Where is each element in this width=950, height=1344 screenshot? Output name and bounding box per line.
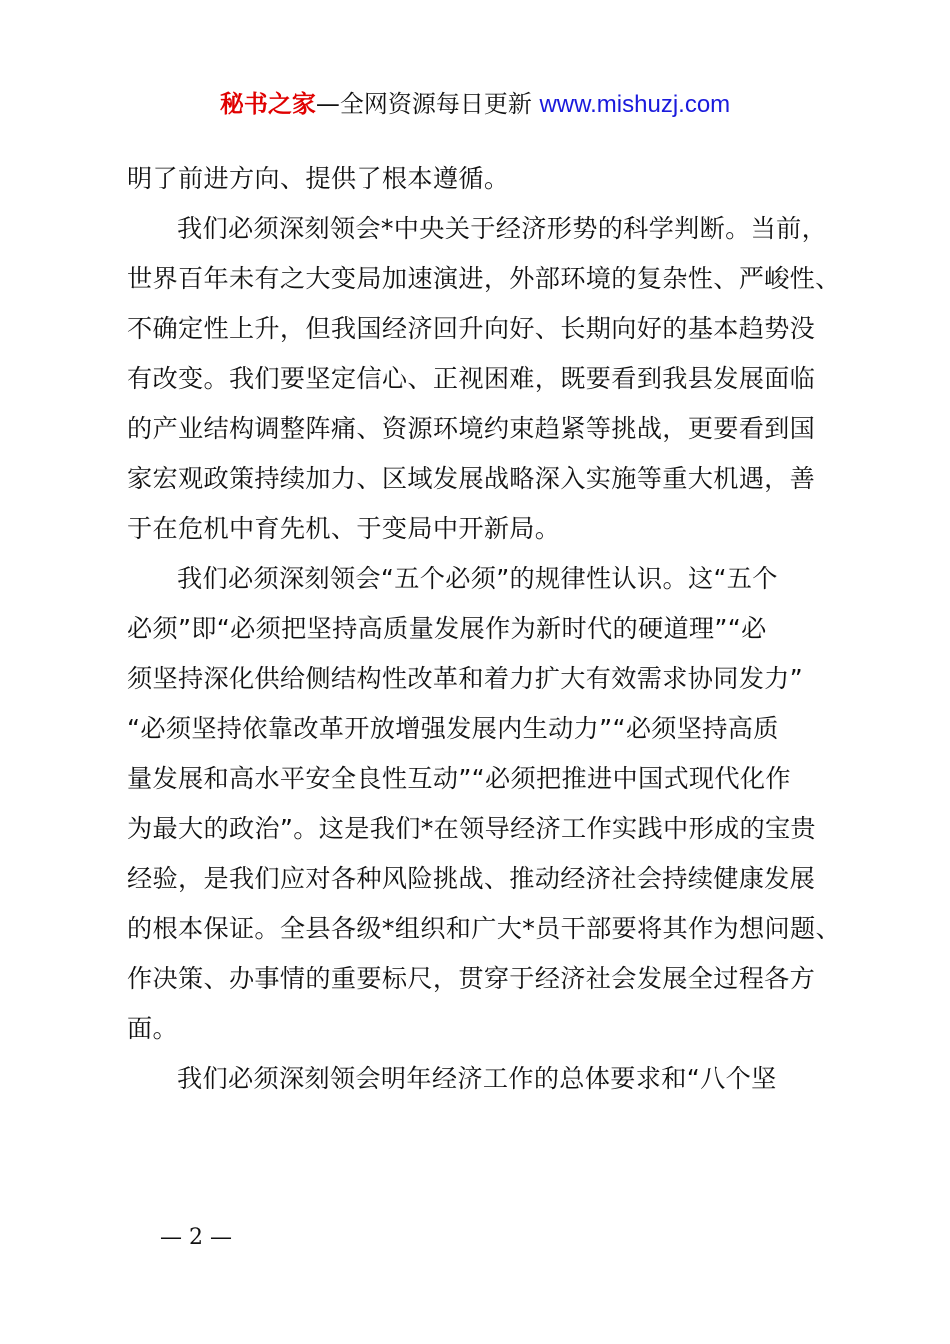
paragraph-continuation — [127, 154, 833, 204]
text-line: 必须”即“必须把坚持高质量发展作为新时代的硬道理”“必 — [127, 614, 767, 643]
text-line: 于在危机中育先机、于变局中开新局。 — [127, 514, 561, 543]
text-line: 家宏观政策持续加力、区域发展战略深入实施等重大机遇，善 — [127, 464, 816, 493]
site-tagline: —全网资源每日更新 — [315, 90, 532, 118]
text-line: 世界百年未有之大变局加速演进，外部环境的复杂性、严峻性、 — [127, 264, 841, 293]
text-line: 我们必须深刻领会明年经济工作的总体要求和“八个坚 — [177, 1064, 777, 1093]
text-line: 面。 — [127, 1014, 178, 1043]
text-line: “必须坚持依靠改革开放增强发展内生动力”“必须坚持高质 — [127, 714, 779, 743]
text-line: 不确定性上升，但我国经济回升向好、长期向好的基本趋势没 — [127, 314, 816, 343]
page-number: — 2 — — [160, 1225, 232, 1250]
site-url-link[interactable]: www.mishuzj.com — [539, 91, 731, 118]
paragraph-economic-situation — [127, 204, 841, 554]
paragraph-overall-requirements — [127, 1054, 833, 1104]
text-line: 我们必须深刻领会*中央关于经济形势的科学判断。当前， — [177, 214, 828, 243]
site-header — [0, 86, 950, 123]
paragraph-five-musts — [127, 554, 841, 1054]
text-line: 须坚持深化供给侧结构性改革和着力扩大有效需求协同发力” — [127, 664, 804, 693]
text-line: 明了前进方向、提供了根本遵循。 — [127, 164, 510, 193]
text-line: 的产业结构调整阵痛、资源环境约束趋紧等挑战，更要看到国 — [127, 414, 816, 443]
text-line: 作决策、办事情的重要标尺，贯穿于经济社会发展全过程各方 — [127, 964, 816, 993]
text-line: 我们必须深刻领会“五个必须”的规律性认识。这“五个 — [177, 564, 778, 593]
text-line: 的根本保证。全县各级*组织和广大*员干部要将其作为想问题、 — [127, 914, 841, 943]
text-line: 经验，是我们应对各种风险挑战、推动经济社会持续健康发展 — [127, 864, 816, 893]
site-brand: 秘书之家 — [219, 90, 316, 118]
text-line: 量发展和高水平安全良性互动”“必须把推进中国式现代化作 — [127, 764, 791, 793]
text-line: 为最大的政治”。这是我们*在领导经济工作实践中形成的宝贵 — [127, 814, 816, 843]
text-line: 有改变。我们要坚定信心、正视困难，既要看到我县发展面临 — [127, 364, 816, 393]
document-body — [127, 154, 841, 1104]
